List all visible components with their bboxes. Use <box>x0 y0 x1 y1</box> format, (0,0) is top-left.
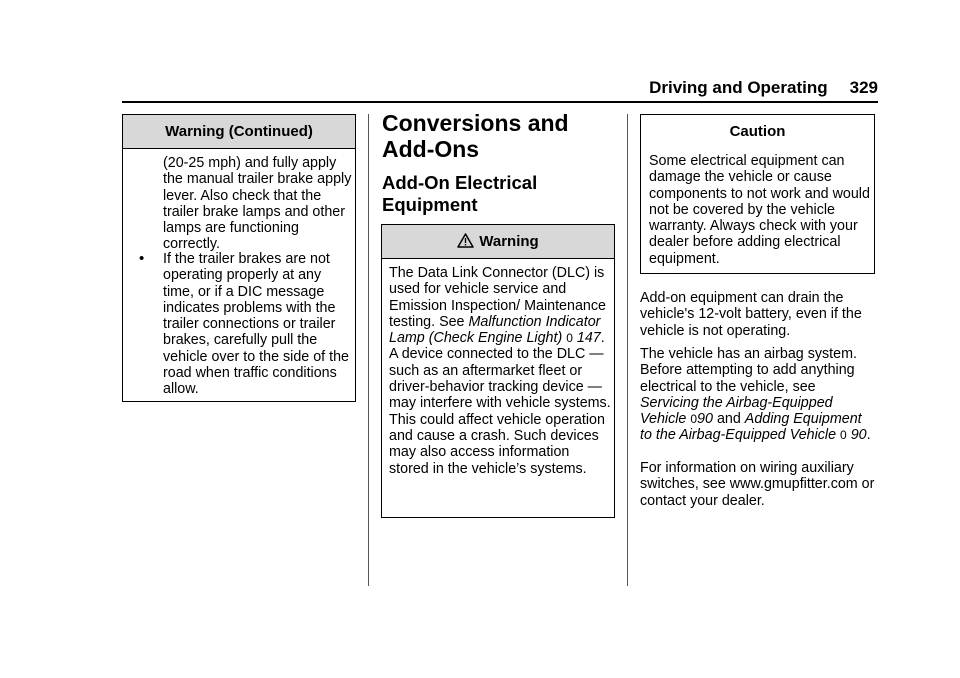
ref-page-147[interactable]: 147 <box>576 330 601 347</box>
ref-page-90[interactable]: 90 <box>697 411 713 428</box>
section-subheading: Add-On Electrical Equipment <box>382 172 538 215</box>
page-ref-icon: 0 <box>840 428 847 443</box>
section-title: Driving and Operating <box>649 78 828 97</box>
column-divider <box>368 114 369 586</box>
caution-text: Some electrical equipment can damage the vehicle or cause components to not work and would not be covered by the vehicle warranty. Always check with your dealer before adding electrical equipment. <box>649 153 870 267</box>
warning-continued-box <box>122 114 356 402</box>
paragraph-airbag: The vehicle has an airbag system. Before attempting to add anything electrical to the vehicle, see Servicing the Airbag-Equipped Vehicle 090 and Adding Equipment to the Airbag-Equipped Vehicle 0 90. <box>640 346 871 444</box>
warning-dlc-box <box>381 224 615 518</box>
ref-malfunction-indicator-lamp[interactable]: Malfunction Indicator Lamp (Check Engine Light) <box>389 313 601 347</box>
bullet-icon: • <box>139 250 145 267</box>
warning-triangle-icon <box>457 227 474 260</box>
airbag-text: The vehicle has an airbag system. Before attempting to add anything electrical to the vehicle, see <box>640 346 857 395</box>
warning-continued-text: (20-25 mph) and fully apply the manual trailer brake apply lever. Also check that the trailer brake lamps and other lamps are functioning correctly. <box>163 155 352 253</box>
and-text: and <box>716 411 741 428</box>
caution-box <box>640 114 875 274</box>
page-ref-icon: 0 <box>690 412 698 427</box>
warning-continued-title: Warning (Continued) <box>123 115 355 149</box>
page-header <box>0 78 878 98</box>
ref-adding-equipment-airbag-vehicle[interactable]: Adding Equipment to the Airbag-Equipped Vehicle <box>640 411 862 444</box>
warning-dlc-text: The Data Link Connector (DLC) is used for vehicle service and Emission Inspection/ Maintenance testing. See Malfunction Indicator Lamp (Check Engine Light) 0 147. A device connected to the DLC — such as an aftermarket fleet or driver-behavior tracking device — may interfere with vehicle systems. This could affect vehicle operation and cause a crash. Such devices may also access information stored in the vehicle’s systems. <box>389 265 611 477</box>
warning-dlc-header <box>382 225 614 259</box>
ref-servicing-airbag-vehicle[interactable]: Servicing the Airbag-Equipped Vehicle <box>640 394 833 428</box>
page-ref-icon: 0 <box>566 331 573 346</box>
warning-dlc-text-2: A device connected to the DLC — such as an aftermarket fleet or driver-behavior tracking device — may interfere with vehicle systems. This could affect vehicle operation and cause a crash. Such devices may also access information stored in the vehicle’s systems. <box>389 346 611 477</box>
header-rule <box>122 101 878 103</box>
column-divider <box>627 114 628 586</box>
ref-page-90-b[interactable]: 90 <box>850 427 867 444</box>
section-heading: Conversions and Add-Ons <box>382 110 569 162</box>
warning-dlc-text-1: The Data Link Connector (DLC) is used for vehicle service and Emission Inspection/ Maintenance testing. See <box>389 265 606 330</box>
caution-title: Caution <box>641 115 874 148</box>
warning-bullet-text: If the trailer brakes are not operating properly at any time, or if a DIC message indicates problems with the trailer connections or trailer brakes, carefully pull the vehicle over to the side of the road when traffic conditions allow. <box>163 251 349 398</box>
page-number: 329 <box>849 78 878 97</box>
warning-dlc-title: Warning <box>479 233 539 250</box>
paragraph-battery-drain: Add-on equipment can drain the vehicle's 12-volt battery, even if the vehicle is not operating. <box>640 290 862 339</box>
paragraph-wiring-info: For information on wiring auxiliary switches, see www.gmupfitter.com or contact your dealer. <box>640 460 875 509</box>
